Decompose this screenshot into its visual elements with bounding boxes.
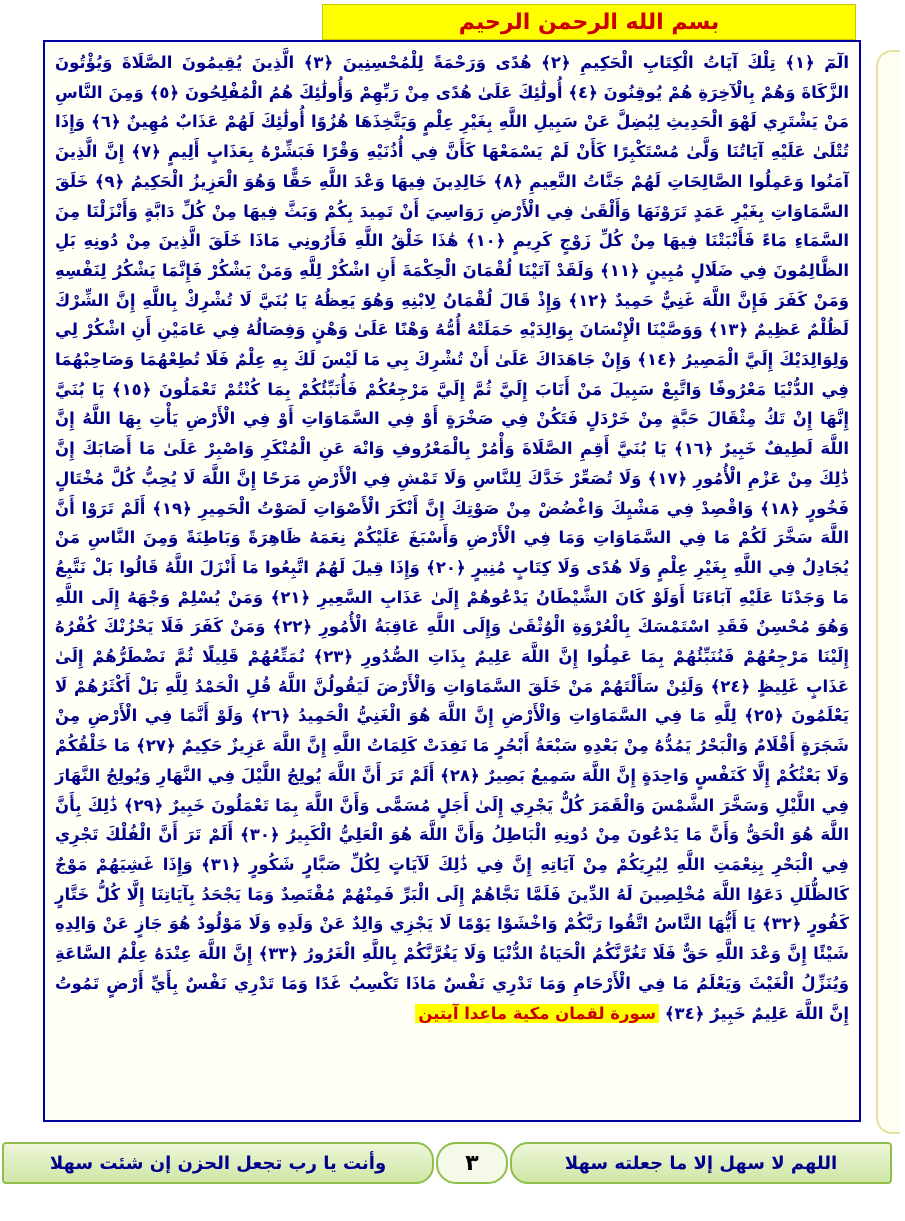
footer-left-text: وأنت يا رب تجعل الحزن إن شئت سهلا: [49, 1152, 387, 1174]
header-banner: [322, 4, 856, 40]
footer-right-text: اللهم لا سهل إلا ما جعلته سهلا: [564, 1152, 838, 1174]
page-number-badge: [436, 1142, 508, 1184]
page-number: ٣: [465, 1150, 479, 1176]
footer: [0, 1138, 905, 1190]
quran-text-panel: [43, 40, 861, 1122]
footer-dua-right: [510, 1142, 892, 1184]
footer-dua-left: [2, 1142, 434, 1184]
basmala-title: بسم الله الرحمن الرحيم: [458, 9, 720, 35]
verses-text: الٓمٓ ﴿١﴾ تِلْكَ آيَاتُ الْكِتَابِ الْحَكِيمِ ﴿٢﴾ هُدًى وَرَحْمَةً لِلْمُحْسِنِينَ ﴿٣﴾ الَّذِينَ يُقِيمُونَ الصَّلَاةَ وَيُؤْتُونَ الزَّكَاةَ وَهُمْ بِالْآخِرَةِ هُمْ يُوقِنُونَ ﴿٤﴾ أُولَٰئِكَ عَلَىٰ هُدًى مِنْ رَبِّهِمْ وَأُولَٰئِكَ هُمُ الْمُفْلِحُونَ ﴿٥﴾ وَمِنَ النَّاسِ مَنْ يَشْتَرِي لَهْوَ الْحَدِيثِ لِيُضِلَّ عَنْ سَبِيلِ اللَّهِ بِغَيْرِ عِلْمٍ وَيَتَّخِذَهَا هُزُوًا أُولَٰئِكَ لَهُمْ عَذَابٌ مُهِينٌ ﴿٦﴾ وَإِذَا تُتْلَىٰ عَلَيْهِ آيَاتُنَا وَلَّىٰ مُسْتَكْبِرًا كَأَنْ لَمْ يَسْمَعْهَا كَأَنَّ فِي أُذُنَيْهِ وَقْرًا فَبَشِّرْهُ بِعَذَابٍ أَلِيمٍ ﴿٧﴾ إِنَّ الَّذِينَ آمَنُوا وَعَمِلُوا الصَّالِحَاتِ لَهُمْ جَنَّاتُ النَّعِيمِ ﴿٨﴾ خَالِدِينَ فِيهَا وَعْدَ اللَّهِ حَقًّا وَهُوَ الْعَزِيزُ الْحَكِيمُ ﴿٩﴾ خَلَقَ السَّمَاوَاتِ بِغَيْرِ عَمَدٍ تَرَوْنَهَا وَأَلْقَىٰ فِي الْأَرْضِ رَوَاسِيَ أَنْ تَمِيدَ بِكُمْ وَبَثَّ فِيهَا مِنْ كُلِّ دَابَّةٍ وَأَنْزَلْنَا مِنَ السَّمَاءِ مَاءً فَأَنْبَتْنَا فِيهَا مِنْ كُلِّ زَوْجٍ كَرِيمٍ ﴿١٠﴾ هَٰذَا خَلْقُ اللَّهِ فَأَرُونِي مَاذَا خَلَقَ الَّذِينَ مِنْ دُونِهِ بَلِ الظَّالِمُونَ فِي ضَلَالٍ مُبِينٍ ﴿١١﴾ وَلَقَدْ آتَيْنَا لُقْمَانَ الْحِكْمَةَ أَنِ اشْكُرْ لِلَّهِ وَمَنْ يَشْكُرْ فَإِنَّمَا يَشْكُرُ لِنَفْسِهِ وَمَنْ كَفَرَ فَإِنَّ اللَّهَ غَنِيٌّ حَمِيدٌ ﴿١٢﴾ وَإِذْ قَالَ لُقْمَانُ لِابْنِهِ وَهُوَ يَعِظُهُ يَا بُنَيَّ لَا تُشْرِكْ بِاللَّهِ إِنَّ الشِّرْكَ لَظُلْمٌ عَظِيمٌ ﴿١٣﴾ وَوَصَّيْنَا الْإِنْسَانَ بِوَالِدَيْهِ حَمَلَتْهُ أُمُّهُ وَهْنًا عَلَىٰ وَهْنٍ وَفِصَالُهُ فِي عَامَيْنِ أَنِ اشْكُرْ لِي وَلِوَالِدَيْكَ إِلَيَّ الْمَصِيرُ ﴿١٤﴾ وَإِنْ جَاهَدَاكَ عَلَىٰ أَنْ تُشْرِكَ بِي مَا لَيْسَ لَكَ بِهِ عِلْمٌ فَلَا تُطِعْهُمَا وَصَاحِبْهُمَا فِي الدُّنْيَا مَعْرُوفًا وَاتَّبِعْ سَبِيلَ مَنْ أَنَابَ إِلَيَّ ثُمَّ إِلَيَّ مَرْجِعُكُمْ فَأُنَبِّئُكُمْ بِمَا كُنْتُمْ تَعْمَلُونَ ﴿١٥﴾ يَا بُنَيَّ إِنَّهَا إِنْ تَكُ مِثْقَالَ حَبَّةٍ مِنْ خَرْدَلٍ فَتَكُنْ فِي صَخْرَةٍ أَوْ فِي السَّمَاوَاتِ أَوْ فِي الْأَرْضِ يَأْتِ بِهَا اللَّهُ إِنَّ اللَّهَ لَطِيفٌ خَبِيرٌ ﴿١٦﴾ يَا بُنَيَّ أَقِمِ الصَّلَاةَ وَأْمُرْ بِالْمَعْرُوفِ وَانْهَ عَنِ الْمُنْكَرِ وَاصْبِرْ عَلَىٰ مَا أَصَابَكَ إِنَّ ذَٰلِكَ مِنْ عَزْمِ الْأُمُورِ ﴿١٧﴾ وَلَا تُصَعِّرْ خَدَّكَ لِلنَّاسِ وَلَا تَمْشِ فِي الْأَرْضِ مَرَحًا إِنَّ اللَّهَ لَا يُحِبُّ كُلَّ مُخْتَالٍ فَخُورٍ ﴿١٨﴾ وَاقْصِدْ فِي مَشْيِكَ وَاغْضُضْ مِنْ صَوْتِكَ إِنَّ أَنْكَرَ الْأَصْوَاتِ لَصَوْتُ الْحَمِيرِ ﴿١٩﴾ أَلَمْ تَرَوْا أَنَّ اللَّهَ سَخَّرَ لَكُمْ مَا فِي السَّمَاوَاتِ وَمَا فِي الْأَرْضِ وَأَسْبَغَ عَلَيْكُمْ نِعَمَهُ ظَاهِرَةً وَبَاطِنَةً وَمِنَ النَّاسِ مَنْ يُجَادِلُ فِي اللَّهِ بِغَيْرِ عِلْمٍ وَلَا هُدًى وَلَا كِتَابٍ مُنِيرٍ ﴿٢٠﴾ وَإِذَا قِيلَ لَهُمُ اتَّبِعُوا مَا أَنْزَلَ اللَّهُ قَالُوا بَلْ نَتَّبِعُ مَا وَجَدْنَا عَلَيْهِ آبَاءَنَا أَوَلَوْ كَانَ الشَّيْطَانُ يَدْعُوهُمْ إِلَىٰ عَذَابِ السَّعِيرِ ﴿٢١﴾ وَمَنْ يُسْلِمْ وَجْهَهُ إِلَى اللَّهِ وَهُوَ مُحْسِنٌ فَقَدِ اسْتَمْسَكَ بِالْعُرْوَةِ الْوُثْقَىٰ وَإِلَى اللَّهِ عَاقِبَةُ الْأُمُورِ ﴿٢٢﴾ وَمَنْ كَفَرَ فَلَا يَحْزُنْكَ كُفْرُهُ إِلَيْنَا مَرْجِعُهُمْ فَنُنَبِّئُهُمْ بِمَا عَمِلُوا إِنَّ اللَّهَ عَلِيمٌ بِذَاتِ الصُّدُورِ ﴿٢٣﴾ نُمَتِّعُهُمْ قَلِيلًا ثُمَّ نَضْطَرُّهُمْ إِلَىٰ عَذَابٍ غَلِيظٍ ﴿٢٤﴾ وَلَئِنْ سَأَلْتَهُمْ مَنْ خَلَقَ السَّمَاوَاتِ وَالْأَرْضَ لَيَقُولُنَّ اللَّهُ قُلِ الْحَمْدُ لِلَّهِ بَلْ أَكْثَرُهُمْ لَا يَعْلَمُونَ ﴿٢٥﴾ لِلَّهِ مَا فِي السَّمَاوَاتِ وَالْأَرْضِ إِنَّ اللَّهَ هُوَ الْغَنِيُّ الْحَمِيدُ ﴿٢٦﴾ وَلَوْ أَنَّمَا فِي الْأَرْضِ مِنْ شَجَرَةٍ أَقْلَامٌ وَالْبَحْرُ يَمُدُّهُ مِنْ بَعْدِهِ سَبْعَةُ أَبْحُرٍ مَا نَفِدَتْ كَلِمَاتُ اللَّهِ إِنَّ اللَّهَ عَزِيزٌ حَكِيمٌ ﴿٢٧﴾ مَا خَلْقُكُمْ وَلَا بَعْثُكُمْ إِلَّا كَنَفْسٍ وَاحِدَةٍ إِنَّ اللَّهَ سَمِيعٌ بَصِيرٌ ﴿٢٨﴾ أَلَمْ تَرَ أَنَّ اللَّهَ يُولِجُ اللَّيْلَ فِي النَّهَارِ وَيُولِجُ النَّهَارَ فِي اللَّيْلِ وَسَخَّرَ الشَّمْسَ وَالْقَمَرَ كُلٌّ يَجْرِي إِلَىٰ أَجَلٍ مُسَمًّى وَأَنَّ اللَّهَ بِمَا تَعْمَلُونَ خَبِيرٌ ﴿٢٩﴾ ذَٰلِكَ بِأَنَّ اللَّهَ هُوَ الْحَقُّ وَأَنَّ مَا يَدْعُونَ مِنْ دُونِهِ الْبَاطِلُ وَأَنَّ اللَّهَ هُوَ الْعَلِيُّ الْكَبِيرُ ﴿٣٠﴾ أَلَمْ تَرَ أَنَّ الْفُلْكَ تَجْرِي فِي الْبَحْرِ بِنِعْمَتِ اللَّهِ لِيُرِيَكُمْ مِنْ آيَاتِهِ إِنَّ فِي ذَٰلِكَ لَآيَاتٍ لِكُلِّ صَبَّارٍ شَكُورٍ ﴿٣١﴾ وَإِذَا غَشِيَهُمْ مَوْجٌ كَالظُّلَلِ دَعَوُا اللَّهَ مُخْلِصِينَ لَهُ الدِّينَ فَلَمَّا نَجَّاهُمْ إِلَى الْبَرِّ فَمِنْهُمْ مُقْتَصِدٌ وَمَا يَجْحَدُ بِآيَاتِنَا إِلَّا كُلُّ خَتَّارٍ كَفُورٍ ﴿٣٢﴾ يَا أَيُّهَا النَّاسُ اتَّقُوا رَبَّكُمْ وَاخْشَوْا يَوْمًا لَا يَجْزِي وَالِدٌ عَنْ وَلَدِهِ وَلَا مَوْلُودٌ هُوَ جَازٍ عَنْ وَالِدِهِ شَيْئًا إِنَّ وَعْدَ اللَّهِ حَقٌّ فَلَا تَغُرَّنَّكُمُ الْحَيَاةُ الدُّنْيَا وَلَا يَغُرَّنَّكُمْ بِاللَّهِ الْغَرُورُ ﴿٣٣﴾ إِنَّ اللَّهَ عِنْدَهُ عِلْمُ السَّاعَةِ وَيُنَزِّلُ الْغَيْثَ وَيَعْلَمُ مَا فِي الْأَرْحَامِ وَمَا تَدْرِي نَفْسٌ مَاذَا تَكْسِبُ غَدًا وَمَا تَدْرِي نَفْسٌ بِأَيِّ أَرْضٍ تَمُوتُ إِنَّ اللَّهَ عَلِيمٌ خَبِيرٌ ﴿٣٤﴾: [55, 53, 850, 1023]
page-edge-decoration: [876, 50, 900, 1134]
verses-paragraph: [55, 48, 849, 1028]
surah-label: سورة لقمان مكية ماعدا آيتين: [415, 1004, 659, 1023]
